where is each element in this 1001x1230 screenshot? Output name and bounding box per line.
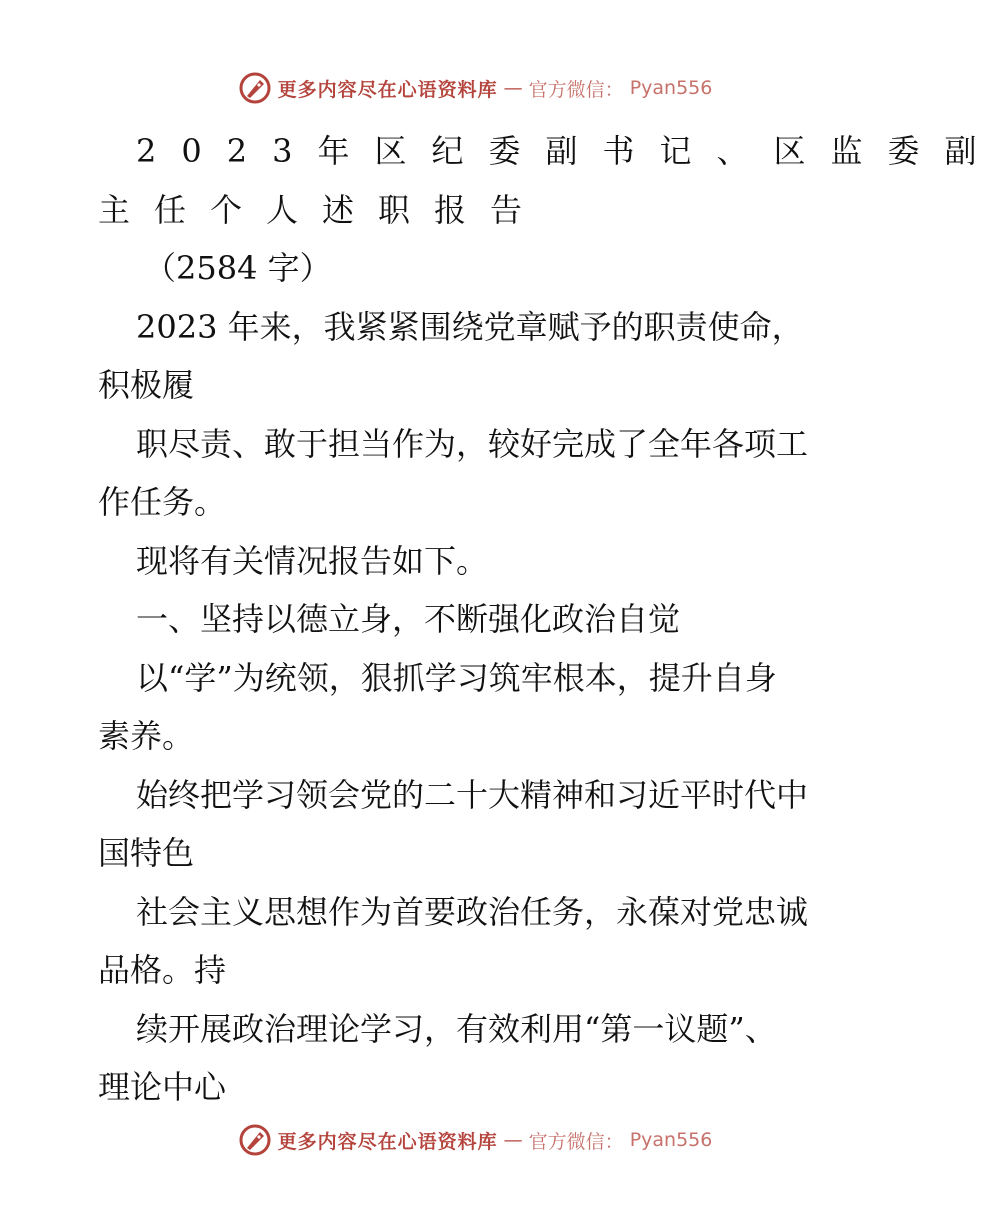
pen-nib-circle-logo-icon (238, 71, 272, 105)
paragraph-line: 素养。 (98, 717, 195, 755)
paragraph-line: 社会主义思想作为首要政治任务，永葆对党忠诚 (136, 892, 809, 931)
watermark-wechat-id: Pyan556 (629, 77, 713, 99)
watermark-separator: — (503, 1129, 523, 1151)
footer-watermark (0, 1122, 950, 1158)
paragraph-line: 现将有关情况报告如下。 (136, 541, 489, 580)
watermark-site-text: 更多内容尽在心语资料库 (277, 78, 498, 101)
paragraph-line: 以“学”为统领，狠抓学习筑牢根本，提升自身 (136, 658, 777, 697)
paragraph-line: 品格。持 (98, 951, 227, 989)
paragraph-line: 积极履 (98, 366, 195, 404)
paragraph-line: 2023 年来，我紧紧围绕党章赋予的职责使命， (136, 307, 804, 346)
watermark-wechat-label: 官方微信： (528, 1130, 624, 1153)
section-heading: 一、坚持以德立身，不断强化政治自觉 (136, 600, 681, 638)
document-title-line-1: 2023年区纪委副书记、区监委副 (136, 132, 1001, 170)
header-watermark (0, 70, 950, 106)
document-body (98, 122, 1001, 1117)
document-char-count: （2584 字） (144, 249, 332, 287)
paragraph-line: 续开展政治理论学习，有效利用“第一议题”、 (136, 1009, 777, 1048)
paragraph-line: 国特色 (98, 834, 195, 872)
paragraph-line: 职尽责、敢于担当作为，较好完成了全年各项工 (136, 424, 809, 463)
watermark-separator: — (503, 77, 523, 99)
paragraph-line: 始终把学习领会党的二十大精神和习近平时代中 (136, 775, 809, 814)
pen-nib-circle-logo-icon (238, 1123, 272, 1157)
paragraph-line: 理论中心 (98, 1068, 227, 1106)
watermark-site-text: 更多内容尽在心语资料库 (277, 1130, 498, 1153)
paragraph-line: 作任务。 (98, 483, 227, 521)
watermark-wechat-id: Pyan556 (629, 1129, 713, 1151)
watermark-wechat-label: 官方微信： (528, 78, 624, 101)
document-title-line-2: 主任个人述职报告 (98, 190, 547, 229)
